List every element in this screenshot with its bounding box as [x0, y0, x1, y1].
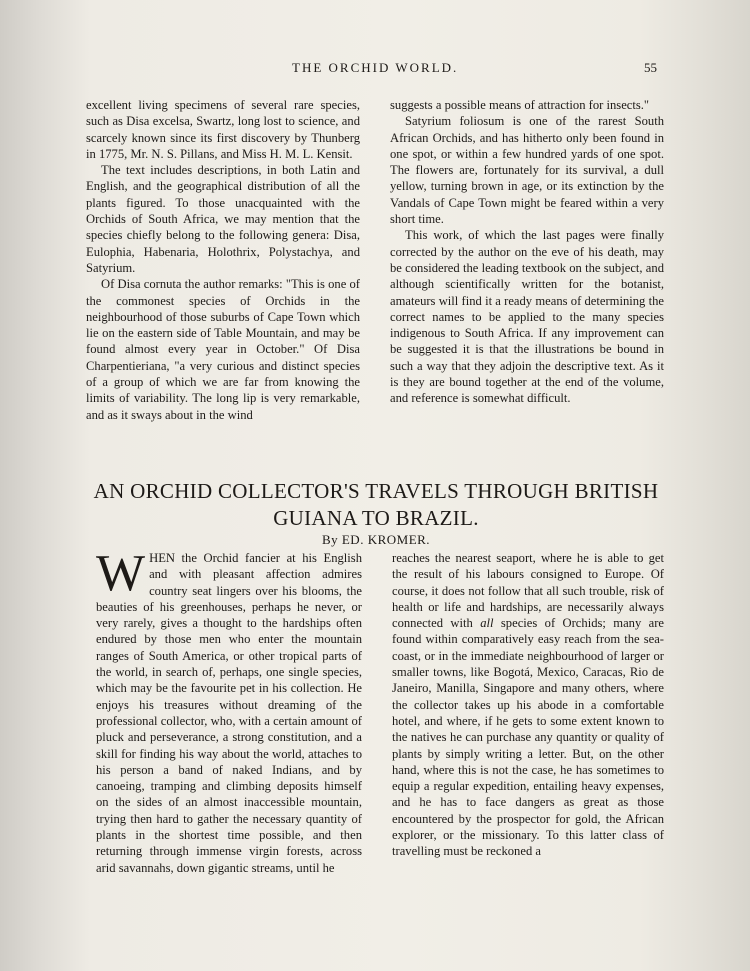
paragraph: suggests a possible means of attraction for insects." [390, 98, 650, 112]
paragraph: This work, of which the last pages were finally corrected by the author on the eve of his death, may be considered the leading textbook on the subject, and although scientifically written for the botanist, amateurs will find it a ready means of determining the correct names to be applied to the many species indigenous to South Africa. If any improvement can be suggested it is that the illustrations be bound in such a way that they adjoin the descriptive text. As it is they are bound together at the end of the volume, and reference is somewhat difficult. [390, 228, 664, 406]
paragraph-text: HEN the Orchid fancier at his English and with pleasant affection admires country seat lingers over his blooms, the beauties of his greenhouses, perhaps he never, or very rarely, gives a thought to the hardships often endured by those men who enter the mountain ranges of South America, or other tropical parts of the world, in search of, perhaps, one single species, which may be the favourite pet in his collection. He enjoys his treasures without dreaming of the professional collector, who, with a certain amount of pluck and perseverance, a strong constitution, and a skill for finding his way about the world, attaches to his person a band of naked Indians, and by canoeing, tramping and climbing deposits himself on the sides of an almost inaccessible mountain, trying then hard to gather the necessary quantity of plants in the shortest time possible, and then returning through immense virgin forests, across arid savannahs, down gigantic streams, until he [96, 551, 362, 875]
italic-word: all [480, 616, 494, 631]
page-number: 55 [644, 60, 657, 75]
column-top-right [390, 97, 664, 407]
paragraph: excellent living specimens of several rare species, such as Disa excelsa, Swartz, long lost to science, and scarcely known since its first discovery by Thunberg in 1775, Mr. N. S. Pillans, and Miss H. M. L. Kensit. [86, 98, 360, 161]
paragraph-text: reaches the nearest seaport, where he is able to get the result of his labours consigned to Europe. Of course, it does not follow that all such trouble, risk of health or life and hardships, are necessarily always connected with [392, 551, 664, 631]
paragraph: Of Disa cornuta the author remarks: "This is one of the commonest species of Orchids in the neighbourhood of those suburbs of Cape Town which lie on the eastern side of Table Mountain, and may be found almost every year in October." Of Disa Charpentieriana, "a very curious and distinct species of a group of which we are far from knowing the limits of variability. The long lip is very remarkable, and as it sways about in the wind [86, 277, 360, 422]
paragraph: Satyrium foliosum is one of the rarest South African Orchids, and has hitherto only been found in one spot, or within a few hundred yards of one spot. The flowers are, fortunately for its survival, a dull yellow, turning brown in age, or its extinction by the Vandals of Cape Town might be feared within a very short time. [390, 114, 664, 227]
paragraph: The text includes descriptions, in both Latin and English, and the geographical distribution of all the plants figured. To those unacquainted with the Orchids of South Africa, we may mention that the species chiefly belong to the following genera: Disa, Eulophia, Habenaria, Holothrix, Polystachya, and Satyrium. [86, 163, 360, 275]
running-title: THE ORCHID WORLD. [292, 60, 459, 75]
paragraph-text: species of Orchids; many are found within comparatively easy reach from the sea-coast, or in the immediate neighbourhood of larger or smaller towns, like Bogotá, Mexico, Caracas, Rio de Janeiro, Manilla, Singapore and many others, where the collector takes up his abode in a comfortable hotel, and where, if he gets to some extent known to the natives he can purchase any quantity or quality of plants by simply writing a letter. But, on the other hand, where this is not the case, he has sometimes to equip a regular expedition, entailing heavy expenses, and he has to face dangers as great as those encountered by the prospector for gold, the African explorer, or the missionary. To this latter class of travelling must be reckoned a [392, 616, 665, 859]
byline: By ED. KROMER. [321, 532, 431, 547]
column-bottom-left [96, 545, 362, 876]
paragraph [392, 550, 664, 860]
paragraph [96, 545, 362, 876]
column-bottom-right [392, 550, 664, 860]
drop-cap: W [96, 545, 146, 602]
article-headline-line-1: AN ORCHID COLLECTOR'S TRAVELS THROUGH BRITISH [93, 479, 659, 503]
running-head [0, 60, 750, 80]
article-headline-line-2: GUIANA TO BRAZIL. [273, 506, 479, 530]
column-top-left [86, 97, 360, 423]
